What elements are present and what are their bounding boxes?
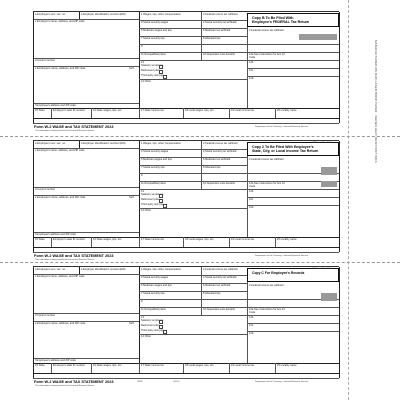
rule-line: [139, 208, 247, 209]
code-label: Code: [249, 56, 256, 59]
rule-line: [275, 108, 276, 118]
thirdparty-label: Third-party sick pay: [141, 74, 164, 77]
rule-line: [247, 205, 339, 206]
rule-line: [79, 12, 80, 19]
box-17-label: 17 State income tax: [141, 364, 164, 367]
box-9-label: 9: [141, 44, 143, 48]
rule-line: [33, 373, 339, 374]
rule-line: [201, 12, 202, 52]
tear-line-1: [0, 136, 400, 137]
rule-line: [91, 237, 92, 247]
rule-line: [139, 181, 339, 182]
box-8-label: 8 Allocated tips: [203, 36, 221, 40]
box-17-label: 17 State income tax: [141, 238, 164, 241]
tear-line-2: [0, 262, 400, 263]
code-label: Code: [249, 311, 256, 314]
rule-line: [339, 12, 340, 123]
box-2-label-alt: 2 Federal income tax withheld: [203, 12, 238, 16]
rule-line: [247, 60, 339, 61]
copy-title-box: [247, 13, 339, 27]
box-11-label: 11 Nonqualified plans: [141, 181, 166, 185]
rule-line: [33, 267, 34, 378]
department-line: Department of the Treasury - Internal Revenue Service: [255, 381, 309, 383]
rule-line: [139, 237, 140, 247]
box-16-label: 16 State wages, tips, etc.: [93, 238, 122, 241]
rule-line: [33, 12, 34, 123]
box-9-label: 9: [141, 173, 143, 177]
form-title: Form W-2 WAGE and TAX STATEMENT 2023: [34, 380, 114, 384]
box-9-label: 9: [141, 299, 143, 303]
box-3-label: 3 Social security wages: [141, 275, 169, 279]
box-1-label: 1 Wages, tips, other compensation: [141, 267, 181, 271]
rule-line: [229, 237, 230, 247]
field-c-label: c Employer's name, address, and ZIP code: [35, 148, 85, 152]
box-7-label: 7 Social security tips: [141, 36, 165, 40]
statutory-label: Statutory employee: [141, 64, 164, 67]
rule-line: [79, 141, 80, 148]
box-5-label: 5 Medicare wages and tips: [141, 28, 172, 32]
field-e-label: e Employee's name, address, and ZIP code: [35, 195, 86, 199]
copy-title-line-2: Employee's FEDERAL Tax Return: [252, 19, 310, 24]
box-8-label: 8 Allocated tips: [203, 165, 221, 169]
field-suff-label: Suff.: [129, 321, 135, 325]
box-3-label: 3 Social security wages: [141, 149, 169, 153]
box-2-label-alt: 2 Federal income tax withheld: [203, 141, 238, 145]
rule-line: [201, 267, 202, 307]
field-d-label: d Control number: [35, 58, 56, 62]
box-12b-label: 12b: [249, 60, 254, 64]
thirdparty-checkbox[interactable]: [163, 204, 167, 208]
box-19-label: 19 Local income tax: [231, 109, 255, 112]
box-15-label: 15 State: [35, 238, 45, 241]
rule-line: [339, 141, 340, 252]
rule-line: [139, 60, 247, 61]
rule-line: [247, 76, 339, 77]
box-18-label: 18 Local wages, tips, etc.: [185, 109, 215, 112]
field-d-label: d Control number: [35, 187, 56, 191]
box-4-label: 4 Social security tax withheld: [203, 275, 237, 279]
rule-line: [201, 52, 202, 60]
box-2-label: 2 Federal income tax withheld: [249, 283, 284, 287]
box-11-label: 11 Nonqualified plans: [141, 52, 166, 56]
box-18-label: 18 Local wages, tips, etc.: [185, 364, 215, 367]
copy-title-line-2: State, City, or Local Income Tax Return: [252, 148, 319, 153]
field-f-label: f Employee's address and ZIP code: [35, 232, 76, 236]
box-12c-label: 12c: [249, 323, 254, 327]
footer-year: (2023): [173, 381, 180, 383]
box-12c-label: 12c: [249, 197, 254, 201]
shaded-reserved-area: [299, 34, 337, 40]
field-e-label: e Employee's name, address, and ZIP code: [35, 321, 86, 325]
rule-line: [247, 315, 339, 316]
state-id-label: Employer's state ID number: [53, 238, 85, 241]
box-14-label: 14 Other: [141, 79, 152, 83]
statutory-label: Statutory employee: [141, 319, 164, 322]
field-c-label: c Employer's name, address, and ZIP code: [35, 274, 85, 278]
box-6-label: 6 Medicare tax withheld: [203, 157, 231, 161]
rule-line: [139, 189, 247, 190]
side-manufacturer-text: [372, 40, 380, 220]
box-20-label: 20 Locality name: [277, 109, 297, 112]
field-b-label: b Employer identification number (EIN): [81, 12, 126, 16]
box-17-label: 17 State income tax: [141, 109, 164, 112]
rule-line: [183, 363, 184, 373]
rule-line: [33, 378, 339, 379]
copy-title-box: [247, 142, 339, 156]
box-12d-label: 12d: [249, 76, 254, 80]
box-10-label: 10 Dependent care benefits: [203, 52, 235, 56]
perforation-line: [348, 0, 349, 400]
field-suff-label: Suff.: [129, 66, 135, 70]
rule-line: [139, 108, 140, 118]
rule-line: [139, 363, 140, 373]
statutory-label: Statutory employee: [141, 193, 164, 196]
retirement-label: Retirement plan: [141, 69, 160, 72]
thirdparty-checkbox[interactable]: [163, 330, 167, 334]
rule-line: [139, 334, 247, 335]
box-13-label: 13: [141, 315, 144, 319]
rule-line: [247, 68, 339, 69]
thirdparty-label: Third-party sick pay: [141, 329, 164, 332]
box-12d-label: 12d: [249, 205, 254, 209]
box-4-label: 4 Social security tax withheld: [203, 149, 237, 153]
copy-title-line-1: Copy C For Employee's Records: [252, 270, 305, 275]
box-16-label: 16 State wages, tips, etc.: [93, 364, 122, 367]
rule-line: [139, 307, 339, 308]
box-3-label: 3 Social security wages: [141, 20, 169, 24]
rule-line: [33, 118, 339, 119]
box-7-label: 7 Social security tips: [141, 291, 165, 295]
rule-line: [139, 173, 339, 174]
info-line: This information is being furnished to the Internal Revenue Service.: [35, 385, 95, 387]
field-c-label: c Employer's name, address, and ZIP code: [35, 19, 85, 23]
box-5-label: 5 Medicare wages and tips: [141, 283, 172, 287]
w2-sheet: [33, 0, 339, 400]
rule-line: [247, 323, 339, 324]
field-suff-label: Suff.: [129, 195, 135, 199]
box-12d-label: 12d: [249, 331, 254, 335]
form-title: Form W-2 WAGE and TAX STATEMENT 2023: [34, 125, 114, 129]
field-b-label: b Employer identification number (EIN): [81, 267, 126, 271]
copy-title: [252, 271, 304, 275]
box-13-label: 13: [141, 60, 144, 64]
shaded-reserved-area: [321, 181, 337, 187]
box-20-label: 20 Locality name: [277, 364, 297, 367]
copy-title-line-1: Copy B To Be Filed With: [252, 15, 294, 20]
state-id-label: Employer's state ID number: [53, 364, 85, 367]
rule-line: [229, 363, 230, 373]
w2-copy-1: [33, 11, 339, 134]
rule-line: [79, 267, 80, 274]
rule-line: [247, 197, 339, 198]
field-a-label: a Employee's soc. sec. no.: [35, 12, 66, 16]
department-line: Department of the Treasury - Internal Revenue Service: [255, 126, 309, 128]
field-d-label: d Control number: [35, 313, 56, 317]
rule-line: [33, 123, 339, 124]
code-label: Code: [249, 185, 256, 188]
rule-line: [201, 307, 202, 315]
w2-copy-3: [33, 266, 339, 389]
box-2-label: 2 Federal income tax withheld: [249, 157, 284, 161]
copy-title-line-1: Copy 2 To Be Filed With Employee's: [252, 144, 314, 149]
rule-line: [51, 363, 52, 373]
rule-line: [201, 181, 202, 189]
form-title: Form W-2 WAGE and TAX STATEMENT 2023: [34, 254, 114, 258]
field-e-label: e Employee's name, address, and ZIP code: [35, 66, 86, 70]
box-2-label-alt: 2 Federal income tax withheld: [203, 267, 238, 271]
copy-title: [252, 16, 309, 24]
box-6-label: 6 Medicare tax withheld: [203, 28, 231, 32]
box-20-label: 20 Locality name: [277, 238, 297, 241]
box-10-label: 10 Dependent care benefits: [203, 307, 235, 311]
rule-line: [91, 108, 92, 118]
rule-line: [247, 26, 248, 108]
copy-title: [252, 145, 318, 153]
box-14-label: 14 Other: [141, 334, 152, 338]
statutory-checkbox[interactable]: [159, 320, 163, 324]
w2-copy-2: [33, 140, 339, 263]
department-line: Department of the Treasury - Internal Revenue Service: [255, 255, 309, 257]
info-line: This information is being furnished to the Internal Revenue Service.: [35, 259, 95, 261]
box-12c-label: 12c: [249, 68, 254, 72]
box-18-label: 18 Local wages, tips, etc.: [185, 238, 215, 241]
retirement-label: Retirement plan: [141, 324, 160, 327]
box-15-label: 15 State: [35, 109, 45, 112]
rule-line: [139, 299, 339, 300]
box-12a-label: 12a See instructions for box 12: [249, 307, 285, 311]
retirement-label: Retirement plan: [141, 198, 160, 201]
state-id-label: Employer's state ID number: [53, 109, 85, 112]
rule-line: [33, 252, 339, 253]
rule-line: [139, 79, 247, 80]
omb-number: OMB No. 1545-0008: [311, 142, 332, 144]
rule-line: [183, 237, 184, 247]
retirement-checkbox[interactable]: [159, 325, 163, 329]
info-line: This information is being furnished to the Internal Revenue Service.: [35, 130, 95, 132]
footer-code: LW2F: [137, 381, 143, 383]
thirdparty-checkbox[interactable]: [163, 75, 167, 79]
rule-line: [139, 315, 247, 316]
rule-line: [275, 237, 276, 247]
box-12a-label: 12a See instructions for box 12: [249, 52, 285, 56]
field-f-label: f Employee's address and ZIP code: [35, 103, 76, 107]
field-a-label: a Employee's soc. sec. no.: [35, 141, 66, 145]
box-12a-label: 12a See instructions for box 12: [249, 181, 285, 185]
box-1-label: 1 Wages, tips, other compensation: [141, 12, 181, 16]
thirdparty-label: Third-party sick pay: [141, 203, 164, 206]
field-a-label: a Employee's soc. sec. no.: [35, 267, 66, 271]
box-2-label: 2 Federal income tax withheld: [249, 28, 284, 32]
box-5-label: 5 Medicare wages and tips: [141, 157, 172, 161]
retirement-checkbox[interactable]: [159, 199, 163, 203]
box-19-label: 19 Local income tax: [231, 238, 255, 241]
box-15-label: 15 State: [35, 364, 45, 367]
box-11-label: 11 Nonqualified plans: [141, 307, 166, 311]
rule-line: [51, 237, 52, 247]
box-10-label: 10 Dependent care benefits: [203, 181, 235, 185]
rule-line: [91, 363, 92, 373]
rule-line: [247, 281, 248, 363]
field-f-label: f Employee's address and ZIP code: [35, 358, 76, 362]
statutory-checkbox[interactable]: [159, 194, 163, 198]
rule-line: [275, 363, 276, 373]
retirement-checkbox[interactable]: [159, 70, 163, 74]
field-b-label: b Employer identification number (EIN): [81, 141, 126, 145]
box-13-label: 13: [141, 189, 144, 193]
rule-line: [139, 44, 339, 45]
side-text-label: MANUFACTURED ON OUR LASER BOND PAPER - SERIES HEAT RESISTANT INKS: [374, 40, 378, 163]
copy-title-box: [247, 268, 339, 282]
shaded-reserved-area: [321, 167, 337, 175]
rule-line: [247, 155, 248, 237]
box-4-label: 4 Social security tax withheld: [203, 20, 237, 24]
box-6-label: 6 Medicare tax withheld: [203, 283, 231, 287]
box-14-label: 14 Other: [141, 208, 152, 212]
rule-line: [229, 108, 230, 118]
rule-line: [33, 141, 34, 252]
box-12b-label: 12b: [249, 315, 254, 319]
rule-line: [33, 247, 339, 248]
box-19-label: 19 Local income tax: [231, 364, 255, 367]
rule-line: [51, 108, 52, 118]
box-12b-label: 12b: [249, 189, 254, 193]
rule-line: [201, 141, 202, 181]
rule-line: [183, 108, 184, 118]
box-1-label: 1 Wages, tips, other compensation: [141, 141, 181, 145]
box-16-label: 16 State wages, tips, etc.: [93, 109, 122, 112]
omb-number: OMB No. 1545-0008: [311, 268, 332, 270]
rule-line: [247, 189, 339, 190]
box-7-label: 7 Social security tips: [141, 165, 165, 169]
shaded-reserved-area: [321, 293, 337, 301]
box-8-label: 8 Allocated tips: [203, 291, 221, 295]
statutory-checkbox[interactable]: [159, 65, 163, 69]
rule-line: [339, 267, 340, 378]
rule-line: [247, 331, 339, 332]
rule-line: [139, 52, 339, 53]
